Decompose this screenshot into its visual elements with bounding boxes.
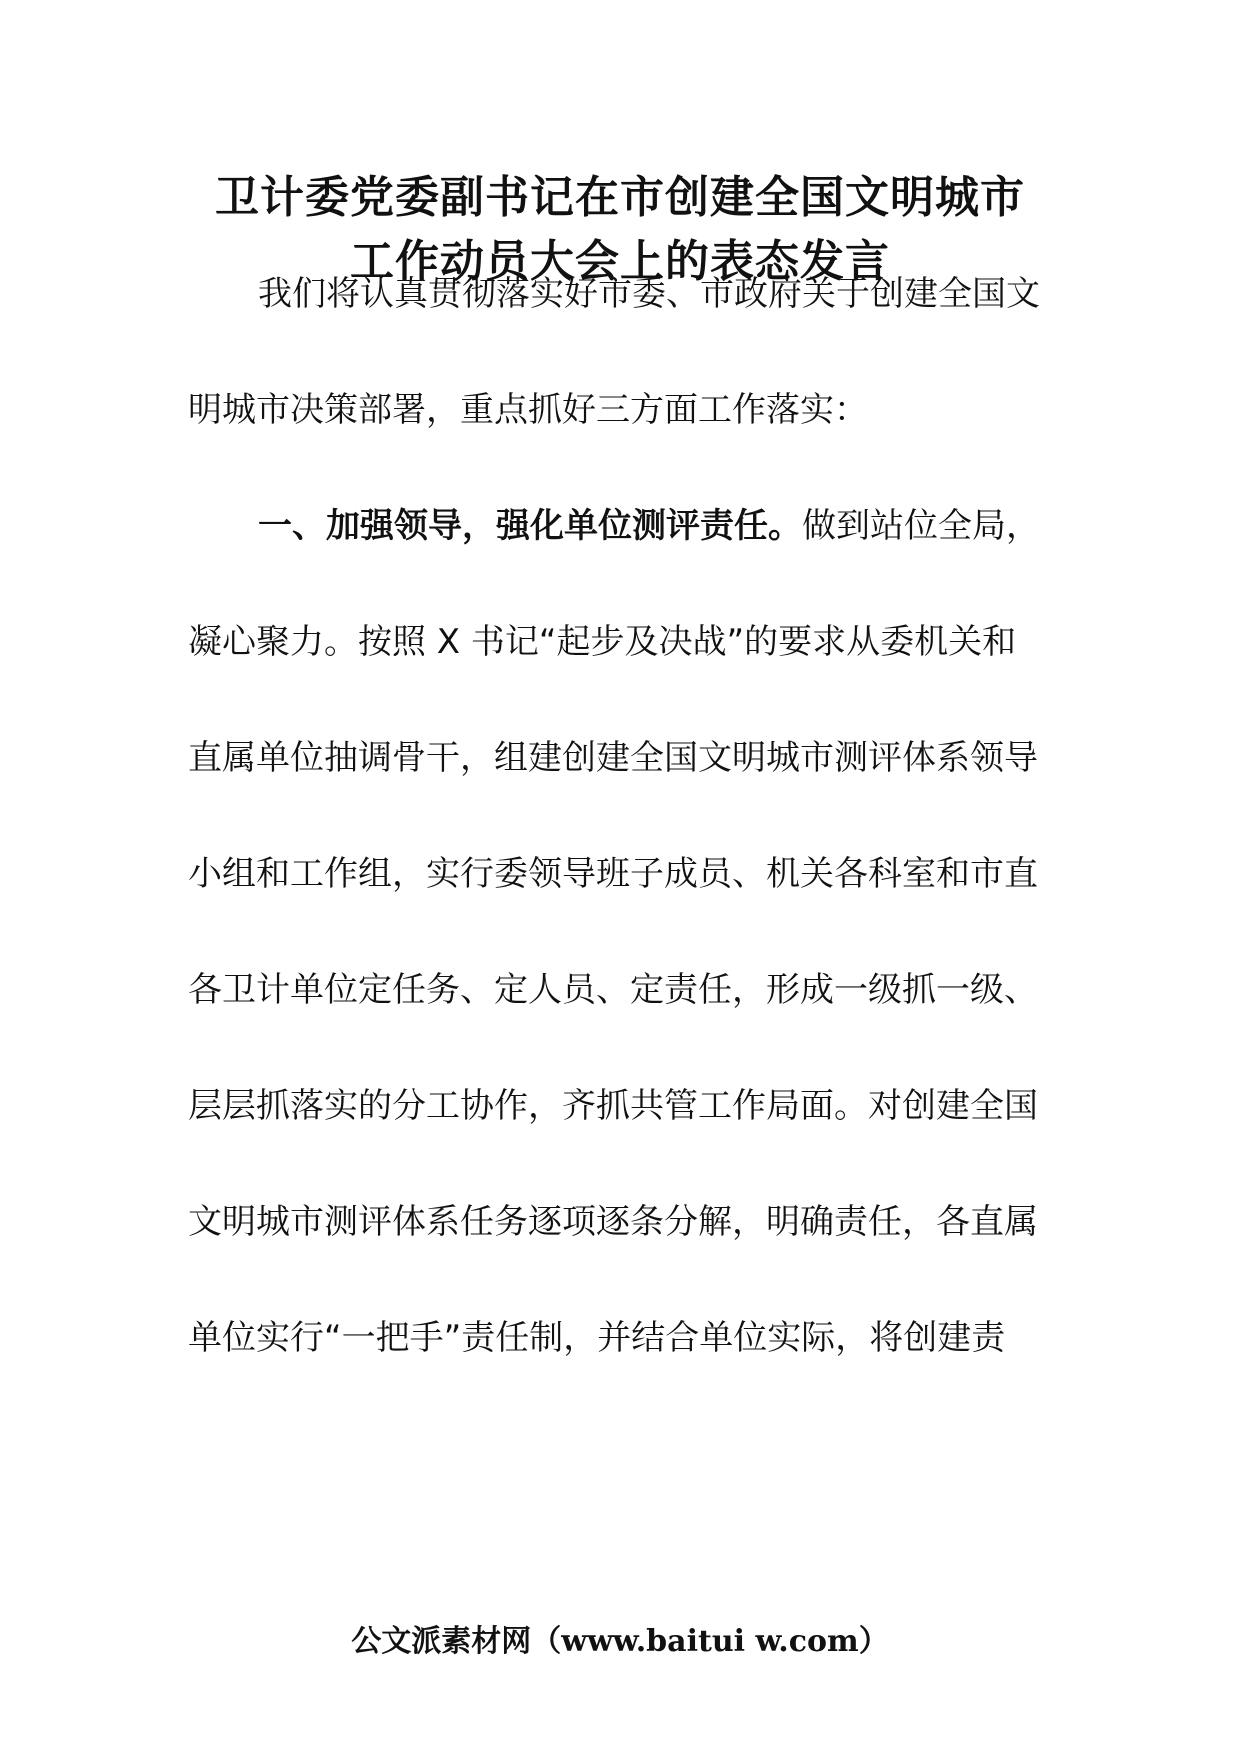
body-line: 各卫计单位定任务、定人员、定责任，形成一级抓一级、 [188,970,1038,1010]
body-line: 单位实行“一把手”责任制，并结合单位实际，将创建责 [188,1318,1006,1358]
footer-source: 公文派素材网（www.baitui w.com） [351,1624,889,1659]
body-line: 凝心聚力。按照 X 书记“起步及决战”的要求从委机关和 [188,622,1017,662]
section-1-first-line-rest: 做到站位全局， [802,506,1040,546]
intro-line-2: 明城市决策部署，重点抓好三方面工作落实： [188,390,868,430]
section-1-first-line [258,502,1040,550]
section-1-heading: 一、加强领导，强化单位测评责任。 [258,506,802,546]
body-line: 层层抓落实的分工协作，齐抓共管工作局面。对创建全国 [188,1086,1038,1126]
body-line: 文明城市测评体系任务逐项逐条分解，明确责任，各直属 [188,1202,1038,1242]
document-title-line-1: 卫计委党委副书记在市创建全国文明城市 [215,172,1025,223]
intro-line-1: 我们将认真贯彻落实好市委、市政府关于创建全国文 [258,274,1040,314]
document-title-line-2: 工作动员大会上的表态发言 [350,236,890,287]
body-line: 小组和工作组，实行委领导班子成员、机关各科室和市直 [188,854,1038,894]
body-line: 直属单位抽调骨干，组建创建全国文明城市测评体系领导 [188,738,1038,778]
